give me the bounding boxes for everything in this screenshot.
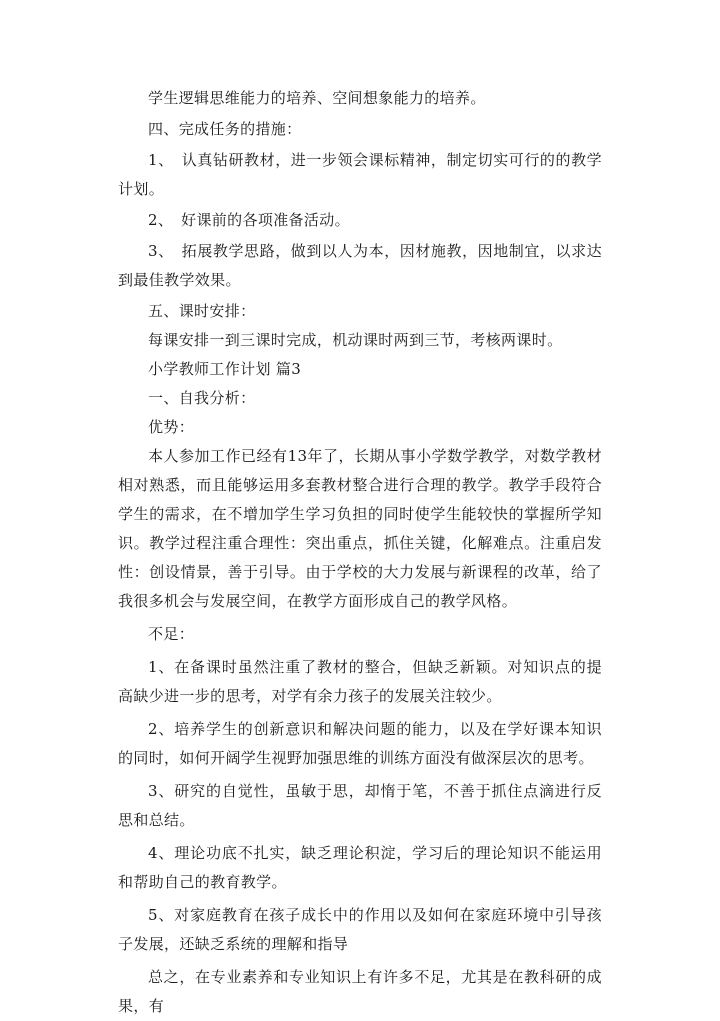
list-item-measure-2: 2、 好课前的各项准备活动。 xyxy=(148,211,350,229)
list-item-weakness-4: 4、理论功底不扎实，缺乏理论积淀，学习后的理论知识不能运用和帮助自己的教育教学。 xyxy=(118,844,602,891)
list-item-measure-3: 3、 拓展教学思路，做到以人为本，因材施教，因地制宜，以求达到最佳教学效果。 xyxy=(118,242,602,289)
list-item-weakness-2: 2、培养学生的创新意识和解决问题的能力，以及在学好课本知识的同时，如何开阔学生视野加强思维的训练方面没有做深层次的思考。 xyxy=(118,720,602,767)
paragraph-strengths: 本人参加工作已经有13年了，长期从事小学数学教学，对数学教材相对熟悉，而且能够运用多套教材整合进行合理的教学。教学手段符合学生的需求，在不增加学生学习负担的同时使学生能较快的掌握所学知识。教学过程注重合理性：突出重点，抓住关键，化解难点。注重启发性：创设情景，善于引导。由于学校的大力发展与新课程的改革，给了我很多机会与发展空间，在教学方面形成自己的教学风格。 xyxy=(118,447,602,610)
document-body xyxy=(118,84,602,1021)
section-title-plan-3: 小学教师工作计划 篇3 xyxy=(148,360,302,378)
heading-self-analysis: 一、自我分析： xyxy=(148,389,256,407)
list-item-weakness-1: 1、在备课时虽然注重了教材的整合，但缺乏新颖。对知识点的提高缺少进一步的思考，对学有余力孩子的发展关注较少。 xyxy=(118,658,602,705)
list-item-weakness-5: 5、对家庭教育在孩子成长中的作用以及如何在家庭环境中引导孩子发展，还缺乏系统的理解和指导 xyxy=(118,906,602,953)
list-item-measure-1: 1、 认真钻研教材，进一步领会课标精神，制定切实可行的的教学计划。 xyxy=(118,151,602,198)
paragraph-schedule: 每课安排一到三课时完成，机动课时两到三节，考核两课时。 xyxy=(148,331,563,349)
heading-weaknesses: 不足： xyxy=(148,625,195,643)
paragraph-continuation: 学生逻辑思维能力的培养、空间想象能力的培养。 xyxy=(148,89,486,107)
heading-strengths: 优势： xyxy=(148,418,195,436)
heading-measures: 四、完成任务的措施： xyxy=(148,120,302,138)
heading-schedule: 五、课时安排： xyxy=(148,302,256,320)
list-item-weakness-3: 3、研究的自觉性，虽敏于思，却惰于笔，不善于抓住点滴进行反思和总结。 xyxy=(118,782,602,829)
paragraph-summary: 总之，在专业素养和专业知识上有许多不足，尤其是在教科研的成果，有 xyxy=(118,968,602,1015)
